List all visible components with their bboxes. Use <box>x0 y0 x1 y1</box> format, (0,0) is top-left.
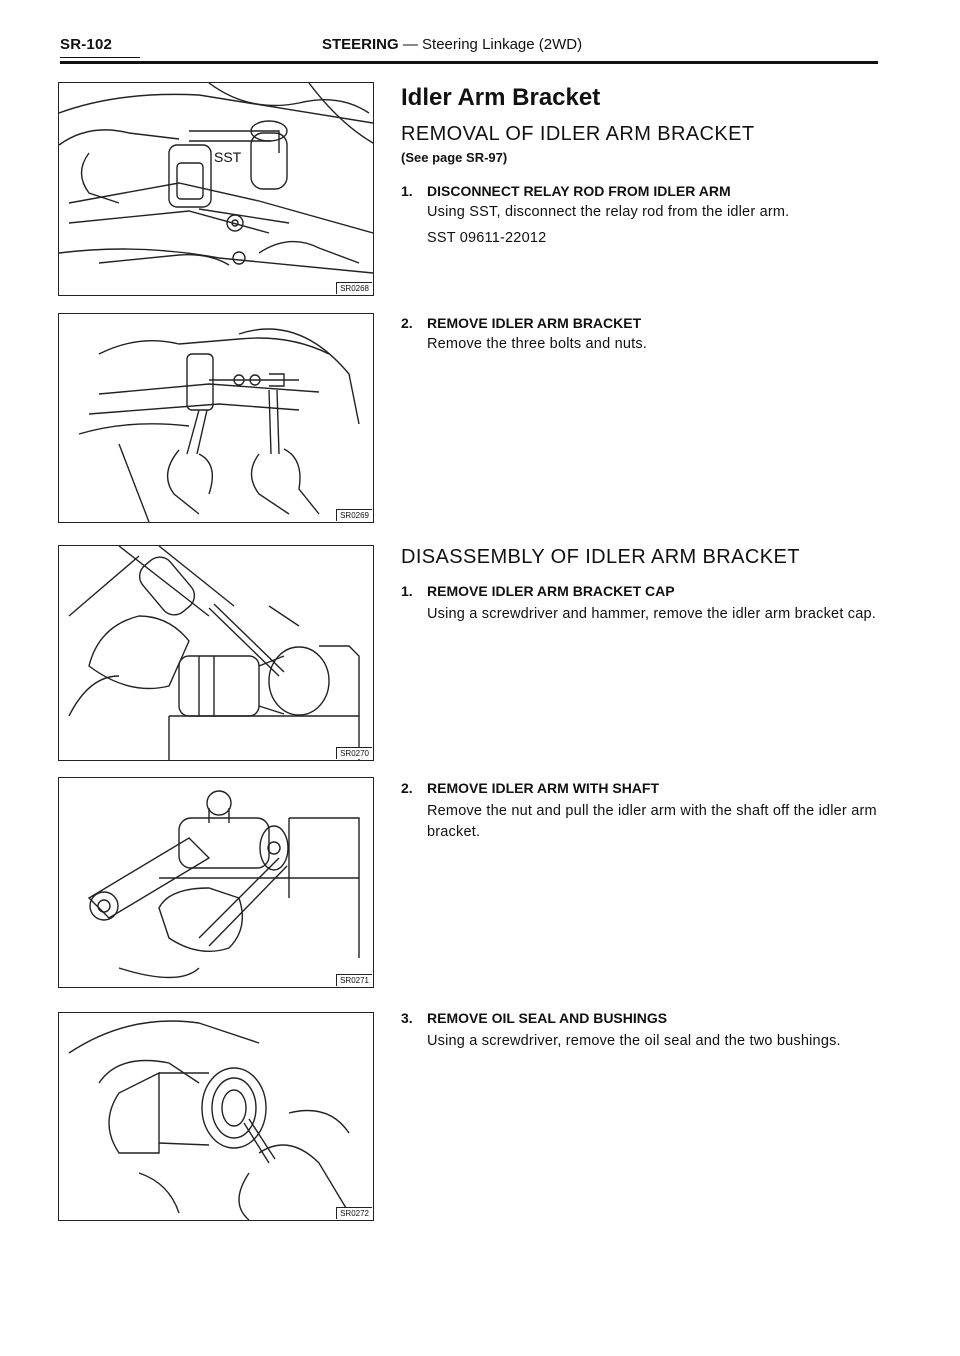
disassembly-heading: DISASSEMBLY OF IDLER ARM BRACKET <box>401 546 800 568</box>
disassembly-section <box>401 546 891 569</box>
page-header <box>60 36 878 62</box>
step-title <box>401 183 891 199</box>
removal-step-2 <box>401 315 891 355</box>
figure-code: SR0270 <box>336 747 372 759</box>
figure-illustration <box>59 83 373 295</box>
step-body: Using a screwdriver, remove the oil seal and the two bushings. <box>427 1033 841 1049</box>
disassembly-step-3 <box>401 1010 891 1052</box>
main-title-block <box>401 84 891 112</box>
figure-remove-seal <box>58 1012 374 1221</box>
step-title-text: REMOVE IDLER ARM BRACKET <box>427 315 642 331</box>
step-number: 2. <box>401 780 413 796</box>
step-body: Remove the nut and pull the idler arm with the shaft off the idler arm bracket. <box>427 803 877 840</box>
step-number: 1. <box>401 583 413 599</box>
sst-number: SST 09611-22012 <box>427 230 547 246</box>
figure-sst-disconnect <box>58 82 374 296</box>
figure-illustration <box>59 546 373 760</box>
figure-remove-shaft <box>58 777 374 988</box>
figure-illustration <box>59 1013 373 1220</box>
disassembly-step-2 <box>401 780 891 843</box>
header-title <box>322 36 582 53</box>
page-title: Idler Arm Bracket <box>401 84 601 111</box>
figure-code: SR0272 <box>336 1207 372 1219</box>
figure-code: SR0271 <box>336 974 372 986</box>
sst-callout-label: SST <box>214 149 242 165</box>
removal-step-1 <box>401 183 891 249</box>
step-body: Remove the three bolts and nuts. <box>427 336 647 352</box>
step-title <box>401 583 891 599</box>
step-title <box>401 315 891 331</box>
header-separator: — <box>398 36 423 53</box>
step-number: 3. <box>401 1010 413 1026</box>
step-title <box>401 1010 891 1026</box>
step-number: 1. <box>401 183 413 199</box>
header-subsection: Steering Linkage (2WD) <box>422 36 583 53</box>
removal-heading: REMOVAL OF IDLER ARM BRACKET <box>401 123 755 145</box>
step-number: 2. <box>401 315 413 331</box>
header-rule-thin <box>60 57 140 58</box>
page-code: SR-102 <box>60 36 113 53</box>
step-body: Using SST, disconnect the relay rod from the idler arm. <box>427 204 790 220</box>
figure-remove-bracket <box>58 313 374 523</box>
figure-code: SR0269 <box>336 509 372 521</box>
figure-remove-cap <box>58 545 374 761</box>
removal-section <box>401 123 891 165</box>
step-body: Using a screwdriver and hammer, remove the idler arm bracket cap. <box>427 606 876 622</box>
step-title-text: REMOVE OIL SEAL AND BUSHINGS <box>427 1010 668 1026</box>
see-page-note: (See page SR-97) <box>401 150 508 165</box>
header-rule <box>60 61 878 64</box>
figure-code: SR0268 <box>336 282 372 294</box>
step-title-text: REMOVE IDLER ARM BRACKET CAP <box>427 583 675 599</box>
header-section: STEERING <box>322 36 399 53</box>
figure-illustration <box>59 314 373 522</box>
step-title <box>401 780 891 796</box>
step-title-text: DISCONNECT RELAY ROD FROM IDLER ARM <box>427 183 731 199</box>
step-title-text: REMOVE IDLER ARM WITH SHAFT <box>427 780 660 796</box>
figure-illustration <box>59 778 373 987</box>
disassembly-step-1 <box>401 583 891 625</box>
